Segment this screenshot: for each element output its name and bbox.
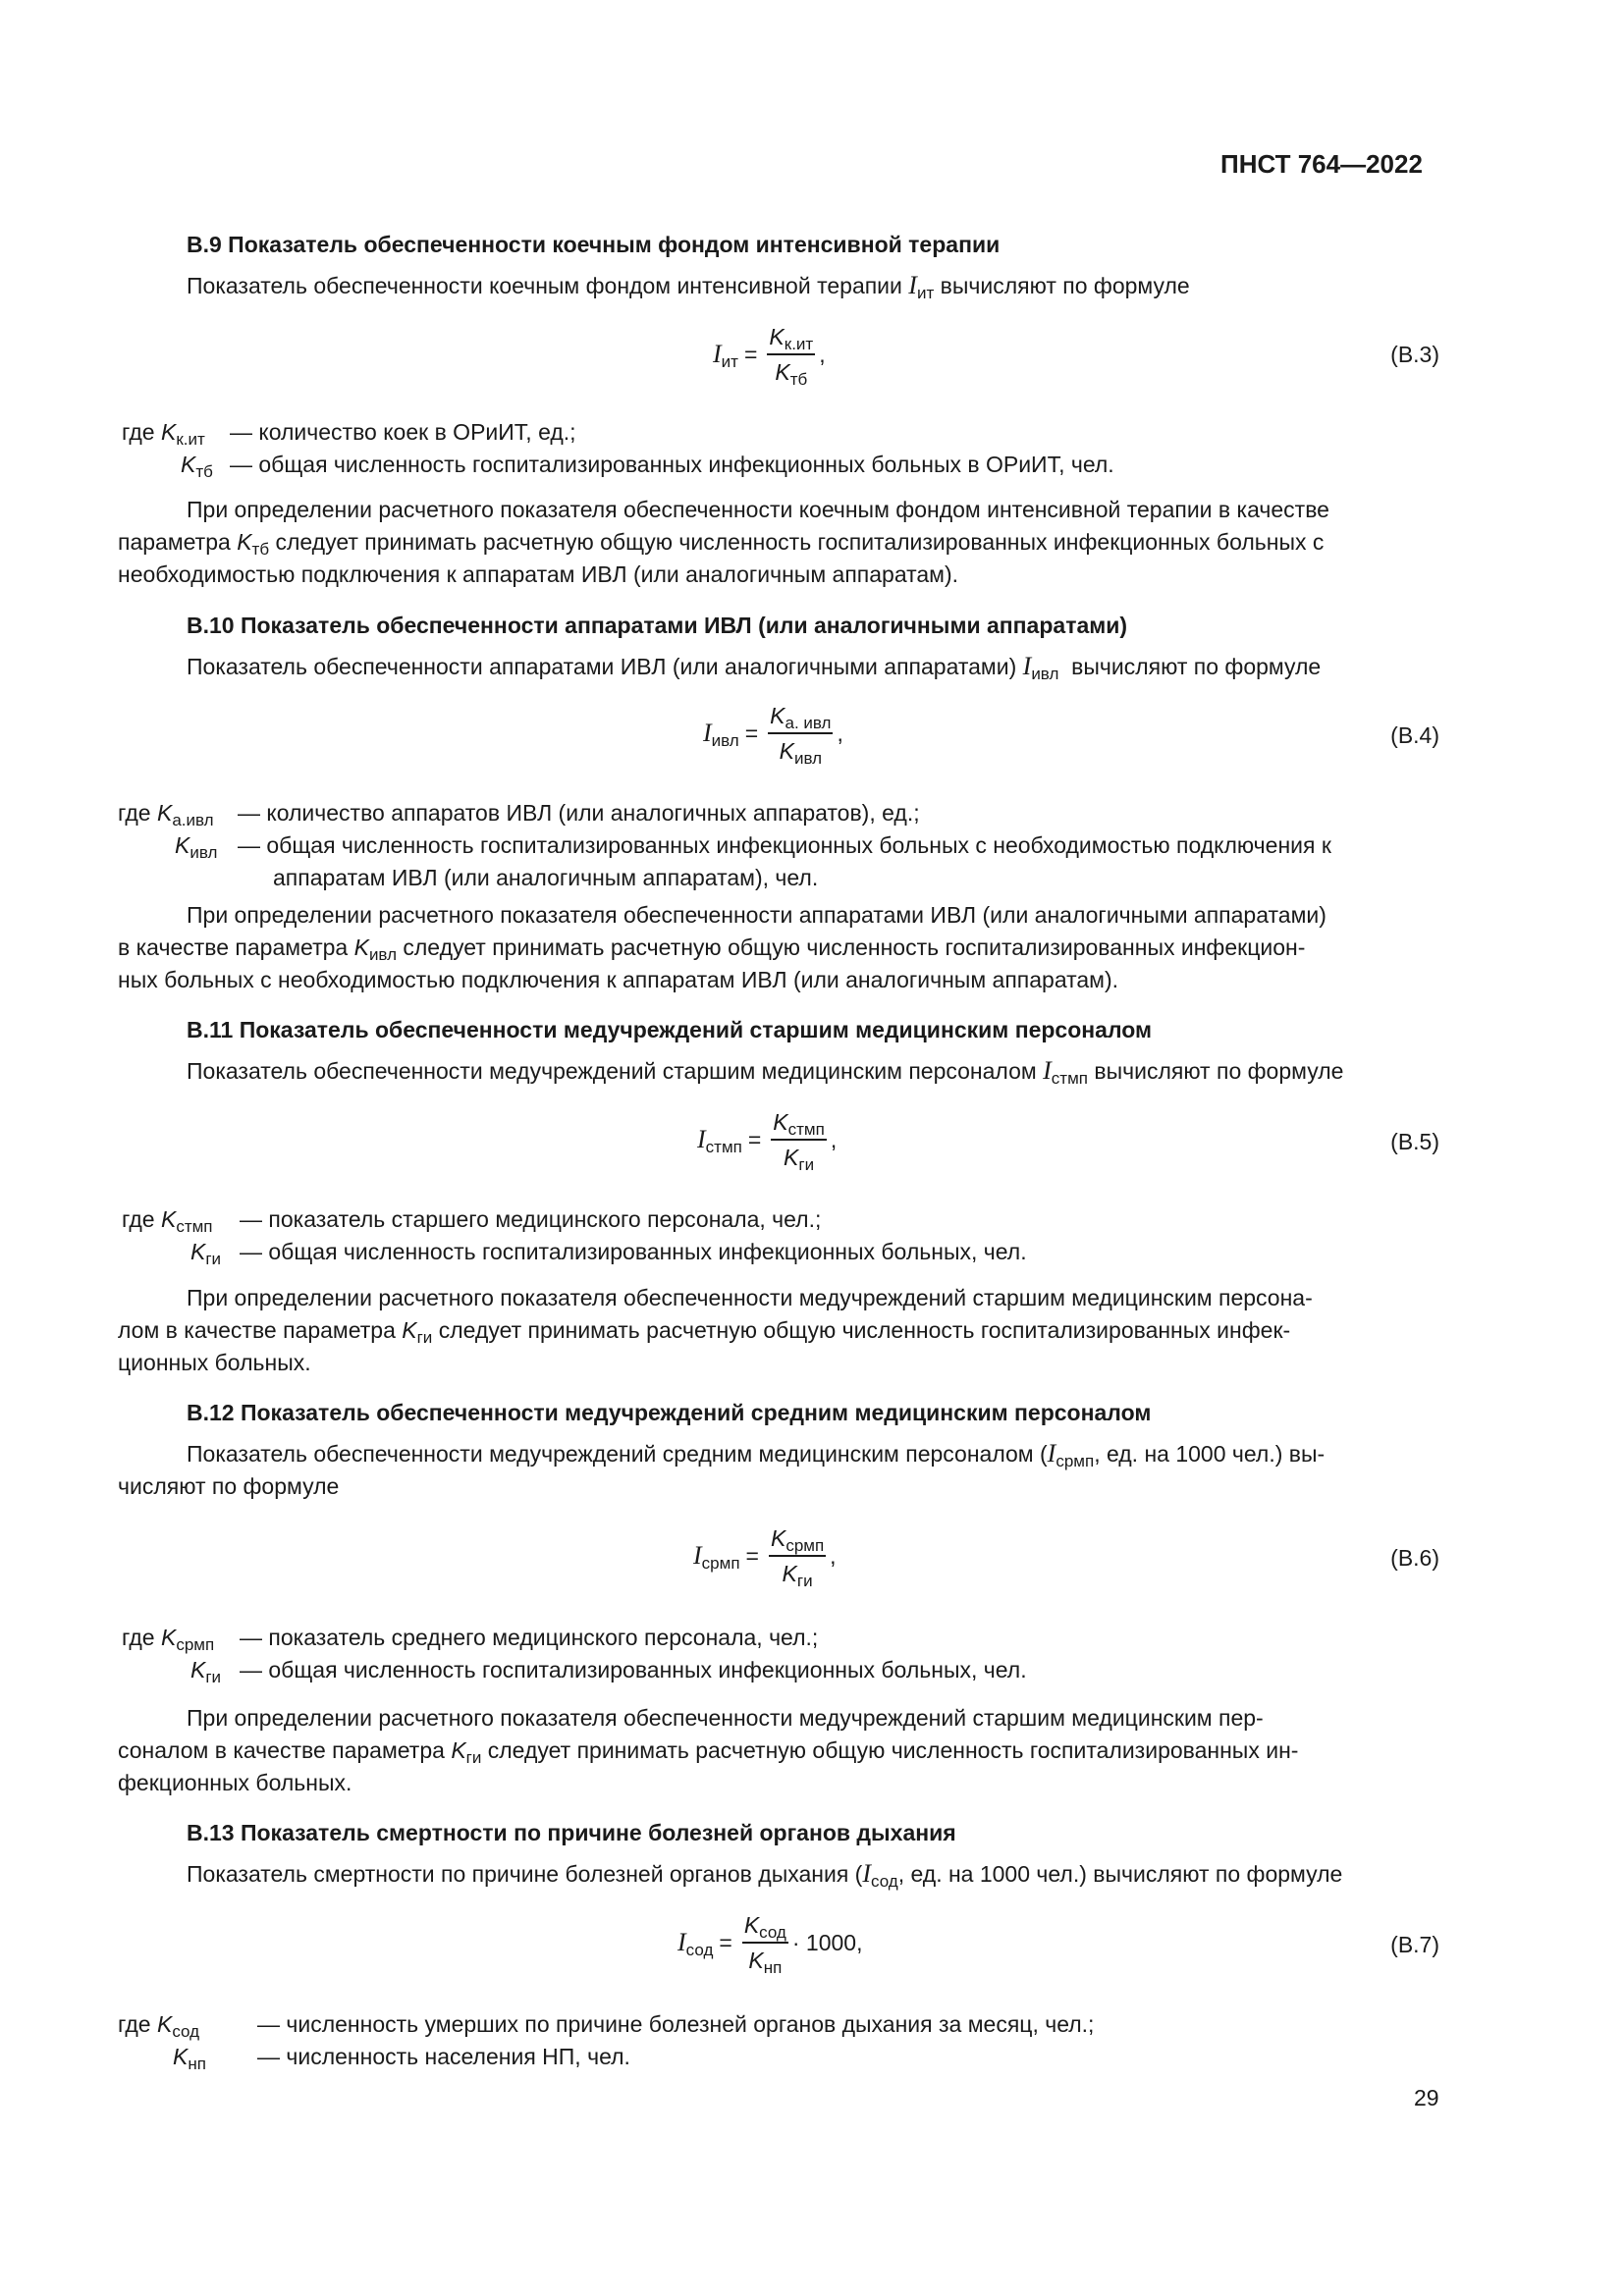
page-number: 29 [1414,2085,1439,2110]
equation-number-b5: (В.5) [1390,1129,1439,1154]
equation-number-b4: (В.4) [1390,722,1439,748]
paragraph-b10: При определении расчетного показателя обеспеченности аппаратами ИВЛ (или аналогичными аппаратами) в качестве параметра $K_{ивл}$ следует принимать расчетную общую численность госпитализированных инфекцион- ных больных с необходимостью подключения к аппаратам ИВЛ (или аналогичным аппаратам). [118,902,1326,992]
where-block-b10: где $K_{а.ивл}$ — количество аппаратов ИВЛ (или аналогичных аппаратов), ед.; $K_{ивл}$ — общая численность госпитализированных инфекционных больных с необходимостью подключения к аппаратам ИВЛ (или аналогичным аппаратам), чел. [118,800,1331,890]
intro-b11: Показатель обеспеченности медучреждений старшим медицинским персоналом $I_{стмп}$ вычисляют по формуле [187,1056,1344,1088]
paragraph-b11: При определении расчетного показателя обеспеченности медучреждений старшим медицинским персона- лом в качестве параметра $K_{ги}$ следует принимать расчетную общую численность госпитализированных инфек- ционных больных. [118,1285,1313,1375]
section-heading-b13: В.13 Показатель смертности по причине болезней органов дыхания [187,1820,956,1845]
formula-b4: $I_{ивл}$ = $\frac{K_{а. ивл}}{K_{ивл}}$ , [703,703,843,768]
formula-b7: $I_{сод}$ = $\frac{K_{сод}}{K_{нп}}$ · 1000, [677,1912,863,1977]
where-block-b13: где $K_{сод}$ — численность умерших по причине болезней органов дыхания за месяц, чел.; $K_{нп}$ — численность населения НП, чел. [118,2011,1095,2073]
where-block-b11: где $K_{стмп}$ — показатель старшего медицинского персонала, чел.; $K_{ги}$ — общая численность госпитализированных инфекционных больных, чел. [122,1206,1027,1268]
intro-b9: Показатель обеспеченности коечным фондом интенсивной терапии $I_{ит}$ вычисляют по формуле [187,271,1190,302]
section-heading-b12: В.12 Показатель обеспеченности медучреждений средним медицинским персоналом [187,1400,1152,1425]
intro-b12: Показатель обеспеченности медучреждений средним медицинским персоналом ($I_{срмп}$, ед. на 1000 чел.) вы- числяют по формуле [118,1439,1326,1499]
intro-b10: Показатель обеспеченности аппаратами ИВЛ (или аналогичными аппаратами) $I_{ивл}$ вычисляют по формуле [187,652,1322,683]
paragraph-b9: При определении расчетного показателя обеспеченности коечным фондом интенсивной терапии в качестве параметра $K_{тб}$ следует принимать расчетную общую численность госпитализированных инфекционных больных с необходимостью подключения к аппаратам ИВЛ (или аналогичным аппаратам). [118,497,1329,587]
paragraph-b12: При определении расчетного показателя обеспеченности медучреждений старшим медицинским пер- соналом в качестве параметра $K_{ги}$ следует принимать расчетную общую численность госпитализированных ин- фекционных больных. [118,1705,1299,1795]
document-code: ПНСТ 764—2022 [1220,149,1423,179]
formula-b5: $I_{стмп}$ = $\frac{K_{стмп}}{K_{ги}}$ , [697,1109,838,1174]
section-heading-b10: В.10 Показатель обеспеченности аппаратами ИВЛ (или аналогичными аппаратами) [187,613,1128,638]
equation-number-b6: (В.6) [1390,1545,1439,1571]
formula-b3: $I_{ит}$ = $\frac{K_{к.ит}}{K_{тб}}$ , [713,324,826,389]
section-heading-b11: В.11 Показатель обеспеченности медучреждений старшим медицинским персоналом [187,1017,1153,1042]
section-heading-b9: В.9 Показатель обеспеченности коечным фондом интенсивной терапии [187,232,1001,257]
where-block-b9: где $K_{к.ит}$ — количество коек в ОРиИТ, ед.; $K_{тб}$ — общая численность госпитализированных инфекционных больных в ОРиИТ, чел. [122,419,1114,481]
equation-number-b7: (В.7) [1390,1932,1439,1957]
intro-b13: Показатель смертности по причине болезней органов дыхания ($I_{сод}$, ед. на 1000 чел.) вычисляют по формуле [187,1859,1343,1891]
where-block-b12: где $K_{срмп}$ — показатель среднего медицинского персонала, чел.; $K_{ги}$ — общая численность госпитализированных инфекционных больных, чел. [122,1625,1027,1686]
equation-number-b3: (В.3) [1390,342,1439,367]
formula-b6: $I_{срмп}$ = $\frac{K_{срмп}}{K_{ги}}$ , [693,1525,837,1590]
